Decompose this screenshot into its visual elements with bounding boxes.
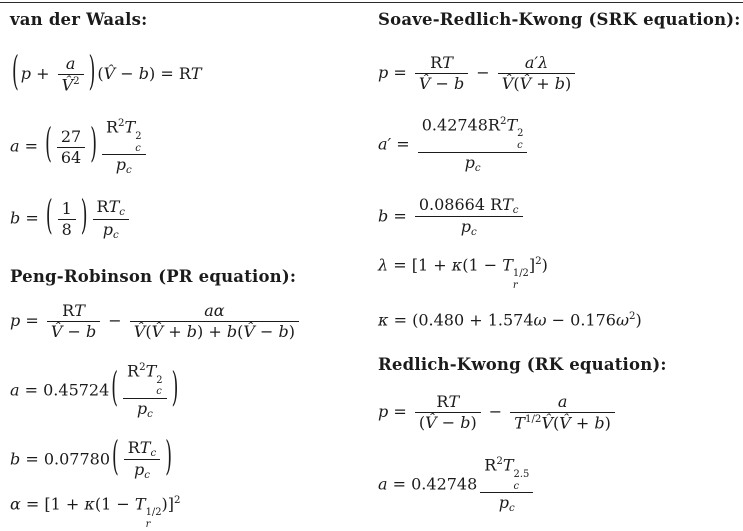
math-italic: V̂	[418, 74, 431, 93]
stretchy-paren: )	[88, 50, 96, 97]
math-text: 0.42748R	[421, 115, 500, 135]
fraction-numerator	[521, 53, 552, 73]
math-italic: p	[378, 402, 389, 422]
math-italic: V̂	[103, 64, 116, 84]
heading-redlich-kwong: Redlich-Kwong (RK equation):	[378, 355, 667, 375]
math-italic: T	[502, 455, 514, 475]
math-italic: κ	[84, 494, 95, 514]
math-text: = [1 +	[20, 494, 85, 514]
math-italic: V̂	[559, 413, 571, 433]
math-text: = 0.42748	[387, 474, 478, 494]
fraction-numerator	[426, 53, 457, 73]
superscript: 2	[496, 455, 503, 468]
math-text: −	[483, 402, 508, 422]
math-text: −	[430, 74, 454, 93]
top-rule	[0, 2, 743, 3]
math-supsub-stack	[514, 469, 530, 492]
math-italic: b	[138, 64, 150, 84]
math-italic: b	[10, 208, 21, 228]
math-text: +	[31, 64, 55, 84]
math-italic: a′	[378, 134, 392, 154]
fraction-denominator	[415, 74, 468, 94]
math-text: )	[470, 413, 477, 433]
math-italic: p	[133, 460, 145, 480]
math-supsub-stack	[513, 268, 529, 291]
stretchy-paren: )	[90, 122, 97, 169]
math-italic: T	[502, 194, 513, 214]
math-italic: b	[378, 206, 389, 226]
math-text: −	[471, 63, 495, 82]
heading-peng-robinson: Peng-Robinson (PR equation):	[10, 267, 297, 287]
math-supsub-stack	[517, 128, 523, 151]
math-fraction	[102, 117, 146, 177]
math-text: = 0.07780	[20, 449, 110, 469]
superscript: 2	[135, 130, 142, 142]
math-text: =	[20, 208, 44, 228]
math-italic: T	[108, 196, 120, 216]
subscript: c	[147, 407, 153, 420]
math-text: =	[388, 402, 412, 422]
math-italic: V̂	[50, 322, 63, 342]
subscript: c	[474, 161, 481, 174]
superscript: 2	[139, 361, 146, 374]
equation-srk-b	[378, 195, 743, 239]
math-text: = (0.480 + 1.574	[388, 310, 534, 330]
math-fraction	[57, 127, 85, 168]
fraction-denominator	[130, 322, 299, 342]
math-italic: T	[145, 361, 157, 381]
math-italic: p	[498, 493, 510, 513]
math-fraction	[418, 115, 528, 175]
math-italic: a	[557, 392, 568, 412]
math-italic: V̂	[425, 413, 437, 433]
math-italic: b	[594, 413, 605, 433]
fraction-numerator	[58, 301, 89, 321]
subscript: r	[145, 519, 151, 531]
math-fraction	[415, 53, 468, 94]
math-text: )	[604, 413, 611, 433]
math-italic: λ	[378, 255, 389, 275]
math-italic: α	[10, 494, 21, 514]
fraction-denominator	[47, 322, 100, 342]
math-italic: a	[378, 474, 388, 494]
superscript: 2	[174, 493, 181, 506]
subscript: c	[150, 446, 157, 459]
fraction-denominator	[457, 217, 481, 239]
fraction-numerator	[200, 301, 228, 321]
subscript: c	[144, 469, 150, 482]
math-italic: p	[136, 399, 148, 419]
subscript: c	[517, 140, 523, 152]
superscript: 2	[629, 309, 636, 322]
math-fraction	[498, 53, 575, 94]
superscript: 2	[499, 115, 507, 127]
fraction-numerator	[123, 361, 167, 398]
math-fraction	[47, 301, 100, 342]
math-fraction	[93, 197, 129, 241]
fraction-numerator	[93, 197, 129, 219]
math-text: =	[388, 206, 412, 226]
subscript: c	[135, 142, 141, 154]
math-italic: b	[85, 322, 97, 342]
math-fraction	[510, 392, 615, 433]
math-text: R	[484, 455, 497, 475]
math-fraction	[58, 199, 76, 240]
fraction-denominator	[58, 75, 84, 95]
fraction-numerator	[480, 455, 533, 492]
math-text: (	[513, 74, 520, 93]
math-italic: p	[20, 64, 31, 84]
subscript: c	[513, 480, 520, 492]
math-text: = [1 +	[388, 255, 452, 275]
subscript: c	[126, 164, 132, 177]
math-italic: T	[124, 117, 136, 137]
equation-vdw-a	[10, 117, 372, 177]
equation-rk-a	[378, 455, 743, 515]
math-fraction	[415, 195, 523, 239]
math-italic: b	[10, 449, 21, 469]
fraction-denominator	[495, 493, 519, 515]
fraction-denominator	[112, 155, 136, 177]
subscript: c	[156, 386, 162, 398]
math-text: ]	[528, 255, 536, 275]
math-text: (1 −	[462, 255, 503, 275]
stretchy-paren: (	[112, 435, 119, 482]
fraction-denominator	[130, 460, 154, 482]
math-text: 8	[61, 219, 72, 239]
math-text: (1 −	[94, 494, 135, 514]
math-italic: T	[502, 255, 513, 275]
math-italic: ω	[533, 310, 547, 330]
math-text: 1	[61, 198, 72, 218]
math-italic: a	[65, 54, 76, 73]
math-italic: T	[442, 53, 453, 72]
fraction-denominator	[461, 153, 485, 175]
stretchy-paren: )	[80, 194, 88, 241]
equation-srk-kappa	[378, 310, 743, 329]
equation-vdw-b	[10, 194, 372, 241]
math-fraction	[415, 392, 481, 433]
math-text: (	[237, 322, 244, 342]
math-text: R	[96, 196, 109, 216]
fraction-denominator	[133, 399, 157, 421]
math-text: 27	[60, 126, 82, 146]
math-italic: b	[453, 74, 465, 93]
stretchy-paren: (	[12, 50, 19, 97]
math-italic: p	[102, 219, 113, 239]
math-text: −	[254, 322, 279, 342]
math-italic: b	[554, 74, 565, 93]
math-italic: b	[460, 413, 471, 433]
math-text: )	[565, 74, 572, 93]
fraction-denominator	[510, 413, 615, 433]
math-text: ) +	[197, 322, 227, 342]
fraction-denominator	[58, 220, 76, 240]
math-italic: p	[10, 311, 21, 331]
equation-pr-b	[10, 435, 372, 482]
math-text: =	[20, 311, 44, 331]
math-italic: κ	[378, 310, 389, 330]
math-italic: T	[448, 392, 460, 412]
superscript: 1/2	[512, 268, 529, 280]
fraction-numerator	[432, 392, 463, 412]
subscript: c	[470, 226, 477, 239]
math-text: (	[553, 413, 560, 433]
math-italic: T	[134, 494, 146, 514]
math-text: =	[391, 134, 415, 154]
fraction-numerator	[57, 127, 85, 147]
superscript: 2.5	[513, 468, 530, 480]
fraction-numerator	[62, 54, 80, 74]
fraction-numerator	[418, 115, 528, 152]
heading-van-der-waals: van der Waals:	[10, 10, 148, 29]
math-italic: b	[278, 322, 289, 342]
math-text: +	[163, 322, 187, 342]
subscript: c	[509, 502, 515, 515]
superscript: 2	[118, 117, 125, 130]
stretchy-paren: )	[165, 435, 172, 482]
math-fraction	[480, 455, 533, 515]
math-italic: V̂	[151, 322, 164, 342]
math-text: +	[570, 413, 595, 433]
subscript: c	[113, 228, 119, 241]
fraction-numerator	[554, 392, 572, 412]
math-italic: T	[506, 115, 518, 135]
math-text: )	[541, 255, 548, 275]
superscript: 2	[73, 75, 80, 87]
math-italic: T	[139, 437, 151, 457]
math-text: = 0.45724	[19, 380, 110, 400]
math-italic: V̂	[243, 322, 255, 342]
superscript: 1/2	[524, 413, 542, 426]
fraction-numerator	[124, 438, 160, 460]
fraction-numerator	[415, 195, 523, 217]
math-text: −	[62, 322, 86, 342]
math-italic: T	[74, 301, 85, 321]
math-italic: p	[115, 155, 127, 175]
math-italic: b	[226, 322, 238, 342]
math-supsub-stack	[135, 131, 141, 154]
math-italic: ω	[615, 310, 629, 330]
math-text: )	[635, 310, 642, 330]
math-text: −	[103, 311, 127, 331]
math-text: (	[418, 413, 426, 433]
math-italic: p	[378, 63, 389, 82]
math-text: R	[105, 117, 119, 137]
equation-pr-alpha	[10, 494, 372, 531]
equation-srk-lambda	[378, 255, 743, 292]
math-text: R	[436, 392, 449, 412]
math-fraction	[124, 438, 160, 482]
math-fraction	[123, 361, 167, 421]
stretchy-paren: (	[111, 366, 119, 413]
math-text: (	[145, 322, 152, 342]
math-text: R	[430, 53, 443, 72]
equation-rk-eos	[378, 392, 743, 433]
fraction-denominator	[498, 74, 575, 94]
math-italic: p	[464, 152, 475, 172]
math-text: 0.08664 R	[418, 194, 503, 214]
math-text: =	[19, 136, 44, 156]
left-column	[0, 9, 372, 531]
fraction-numerator	[58, 199, 76, 219]
math-supsub-stack	[156, 375, 162, 398]
fraction-denominator	[415, 413, 481, 433]
math-text: =	[388, 63, 412, 82]
subscript: c	[512, 203, 519, 216]
equation-srk-a-prime	[378, 115, 743, 175]
math-italic: V̂	[541, 413, 554, 433]
math-text: ) = R	[149, 64, 191, 84]
equation-vdw-eos	[10, 50, 372, 97]
math-text: − 0.176	[546, 310, 616, 330]
math-italic: a	[10, 380, 20, 400]
stretchy-paren: )	[171, 366, 179, 413]
math-text: 64	[60, 147, 82, 167]
math-italic: V̂	[133, 322, 146, 342]
math-italic: κ	[451, 255, 463, 275]
math-italic: aα	[204, 301, 225, 321]
math-text: −	[436, 413, 461, 433]
math-italic: b	[186, 322, 197, 342]
math-italic: a	[10, 136, 20, 156]
equation-srk-eos	[378, 53, 743, 94]
math-text: R	[127, 437, 140, 457]
superscript: 1/2	[145, 507, 162, 519]
math-italic: a′λ	[524, 53, 549, 72]
math-text: R	[127, 361, 140, 381]
math-italic: p	[460, 217, 471, 237]
math-italic: V̂	[519, 74, 532, 93]
stretchy-paren: (	[45, 194, 53, 241]
math-text: )]	[161, 494, 174, 514]
superscript: 2	[535, 254, 542, 267]
subscript: c	[119, 205, 125, 218]
math-italic: V̂	[61, 75, 74, 95]
fraction-denominator	[57, 148, 85, 168]
math-supsub-stack	[146, 507, 162, 530]
math-fraction	[130, 301, 299, 342]
right-column	[372, 9, 743, 531]
superscript: 2	[517, 128, 524, 140]
math-italic: V̂	[501, 74, 514, 93]
superscript: 2	[156, 374, 163, 386]
math-text: R	[62, 301, 75, 321]
math-text: (	[97, 64, 104, 84]
fraction-numerator	[102, 117, 146, 154]
subscript: r	[512, 280, 518, 291]
equation-pr-eos	[10, 301, 372, 342]
math-italic: T	[190, 64, 202, 84]
math-fraction	[58, 54, 84, 95]
math-text: −	[115, 64, 139, 84]
equation-pr-a	[10, 361, 372, 421]
math-italic: T	[514, 413, 525, 433]
heading-soave-redlich-kwong: Soave-Redlich-Kwong (SRK equation):	[378, 10, 741, 29]
stretchy-paren: (	[45, 122, 52, 169]
math-text: )	[288, 322, 295, 342]
math-text: +	[531, 74, 555, 93]
fraction-denominator	[99, 220, 123, 242]
